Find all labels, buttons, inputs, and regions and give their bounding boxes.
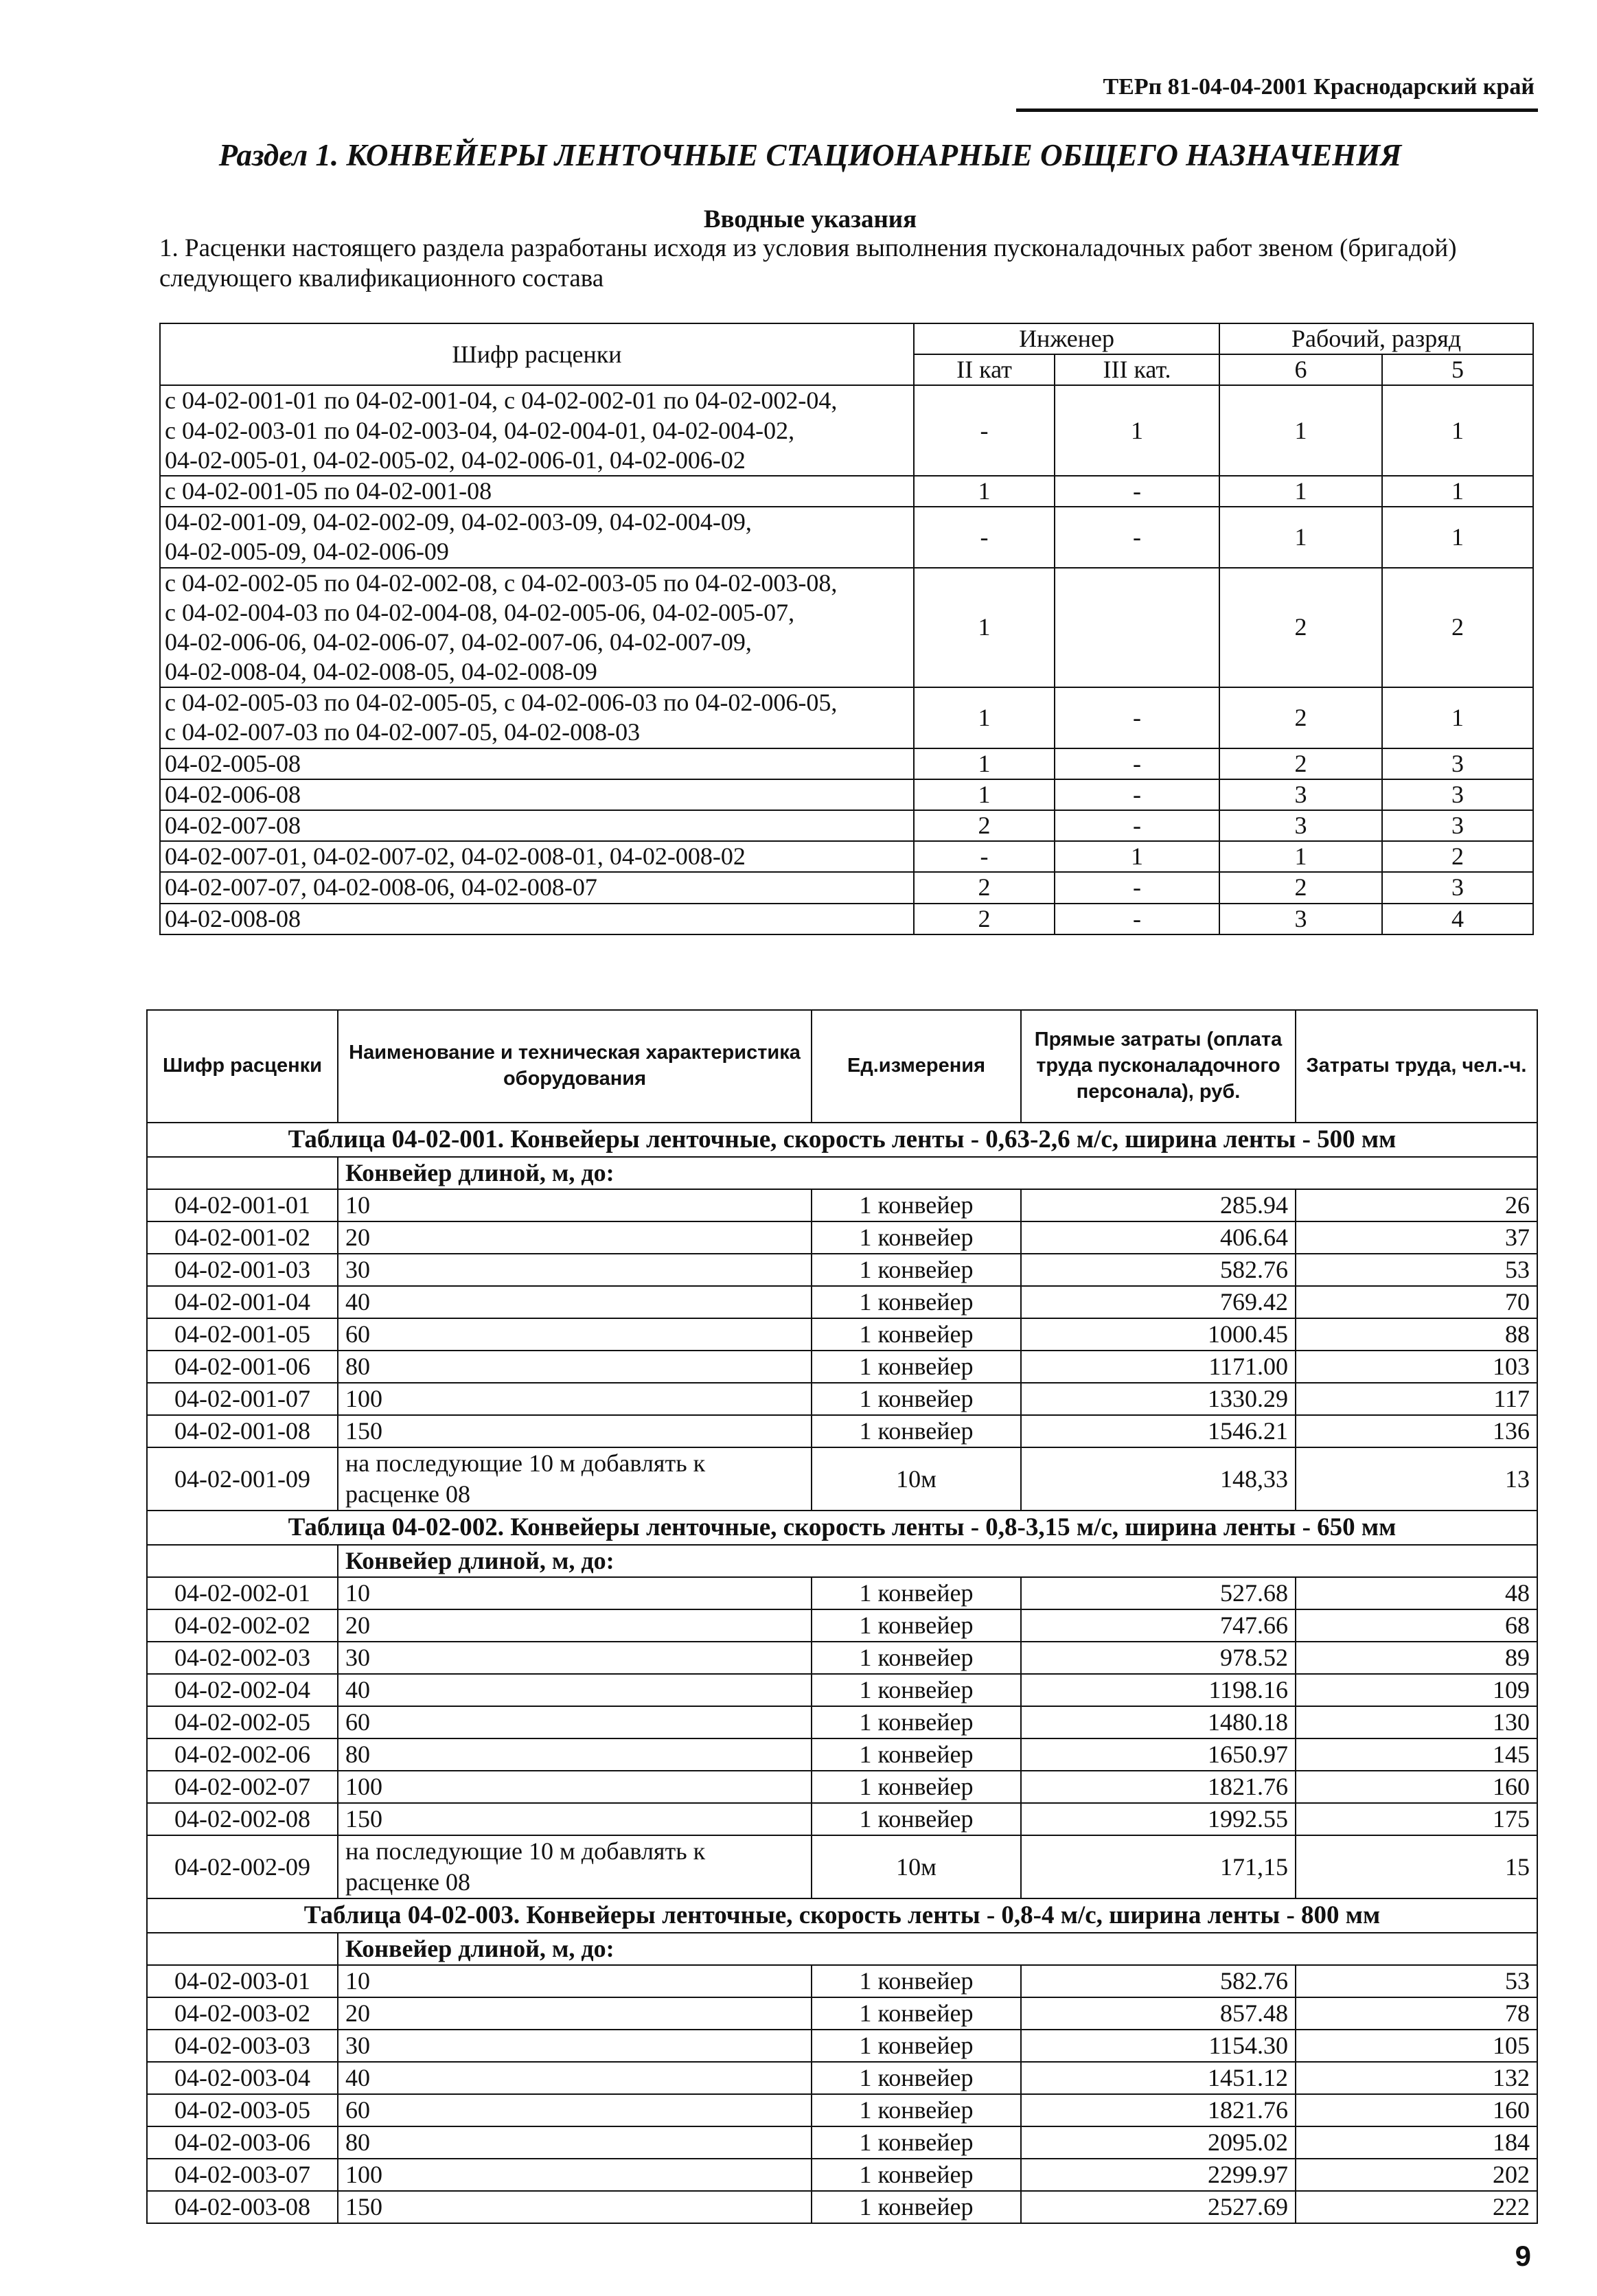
subheader-label: Конвейер длиной, м, до: — [338, 1157, 1537, 1189]
subheader-spacer — [147, 1545, 338, 1577]
rates-header-name: Наименование и техническая характеристика оборудования — [338, 1010, 812, 1123]
rate-direct-cost: 1480.18 — [1021, 1706, 1296, 1738]
rate-direct-cost: 1171.00 — [1021, 1351, 1296, 1383]
crew-cat3-count: - — [1055, 748, 1219, 779]
crew-grade5-count: 3 — [1382, 872, 1533, 903]
rate-code: 04-02-002-01 — [147, 1577, 338, 1609]
rate-unit: 1 конвейер — [812, 2191, 1021, 2223]
rate-description: 100 — [338, 1383, 812, 1415]
crew-cat2-count: 1 — [914, 748, 1055, 779]
table-row — [147, 2030, 1537, 2062]
crew-code-line: с 04-02-001-01 по 04-02-001-04, с 04-02-002-01 по 04-02-002-04, — [165, 387, 838, 415]
rate-description: 10 — [338, 1965, 812, 1997]
crew-row — [160, 748, 1533, 779]
rate-description: на последующие 10 м добавлять к расценке 08 — [338, 1835, 812, 1898]
rate-labor: 88 — [1296, 1318, 1537, 1351]
crew-code-line: 04-02-001-09, 04-02-002-09, 04-02-003-09, 04-02-004-09, — [165, 508, 752, 536]
rate-code: 04-02-003-05 — [147, 2094, 338, 2126]
rate-description: 30 — [338, 2030, 812, 2062]
rate-code: 04-02-001-04 — [147, 1286, 338, 1318]
crew-code-line: с 04-02-005-03 по 04-02-005-05, с 04-02-006-03 по 04-02-006-05, — [165, 689, 838, 717]
rate-direct-cost: 527.68 — [1021, 1577, 1296, 1609]
crew-cat3-count: 1 — [1055, 385, 1219, 476]
rates-header-code: Шифр расценки — [147, 1010, 338, 1123]
crew-grade5-count: 1 — [1382, 476, 1533, 507]
crew-row-codes — [160, 507, 914, 567]
table-row — [147, 1577, 1537, 1609]
rate-description: 60 — [338, 2094, 812, 2126]
crew-grade5-count: 1 — [1382, 385, 1533, 476]
rate-direct-cost: 148,33 — [1021, 1447, 1296, 1511]
rates-header-unit: Ед.измерения — [812, 1010, 1021, 1123]
rate-code: 04-02-002-07 — [147, 1771, 338, 1803]
crew-table-body — [160, 385, 1533, 934]
rate-labor: 202 — [1296, 2159, 1537, 2191]
crew-grade6-count: 3 — [1219, 904, 1382, 934]
table-row — [147, 1706, 1537, 1738]
crew-row — [160, 687, 1533, 748]
rate-labor: 13 — [1296, 1447, 1537, 1511]
crew-code-line: с 04-02-001-05 по 04-02-001-08 — [165, 477, 492, 505]
crew-row-codes — [160, 476, 914, 507]
rate-direct-cost: 2095.02 — [1021, 2126, 1296, 2159]
table-row — [147, 1835, 1537, 1898]
crew-cat2-count: 2 — [914, 904, 1055, 934]
rate-code: 04-02-002-09 — [147, 1835, 338, 1898]
rate-direct-cost: 582.76 — [1021, 1965, 1296, 1997]
crew-code-line: 04-02-005-09, 04-02-006-09 — [165, 538, 449, 566]
rate-description: 100 — [338, 1771, 812, 1803]
crew-code-line: 04-02-007-01, 04-02-007-02, 04-02-008-01, 04-02-008-02 — [165, 842, 746, 871]
rate-direct-cost: 2299.97 — [1021, 2159, 1296, 2191]
intro-paragraph: 1. Расценки настоящего раздела разработаны исходя из условия выполнения пусконаладочных работ звеном (бригадой) следующего квалификационного состава — [159, 234, 1457, 292]
crew-code-line: 04-02-007-07, 04-02-008-06, 04-02-008-07 — [165, 873, 597, 902]
crew-code-line: 04-02-006-06, 04-02-006-07, 04-02-007-06, 04-02-007-09, — [165, 628, 752, 656]
crew-cat3-count: - — [1055, 810, 1219, 841]
rate-labor: 78 — [1296, 1997, 1537, 2030]
table-row — [147, 1189, 1537, 1221]
crew-cat3-count — [1055, 568, 1219, 688]
rate-direct-cost: 406.64 — [1021, 1221, 1296, 1254]
rate-direct-cost: 1546.21 — [1021, 1415, 1296, 1447]
crew-row-codes — [160, 779, 914, 810]
rate-description: 150 — [338, 1415, 812, 1447]
rate-unit: 1 конвейер — [812, 2030, 1021, 2062]
crew-row-codes — [160, 841, 914, 872]
crew-row — [160, 904, 1533, 934]
rate-description: 60 — [338, 1706, 812, 1738]
crew-grade6-count: 1 — [1219, 507, 1382, 567]
rate-direct-cost: 769.42 — [1021, 1286, 1296, 1318]
rate-labor: 68 — [1296, 1609, 1537, 1642]
rate-code: 04-02-001-09 — [147, 1447, 338, 1511]
table-caption-row — [147, 1898, 1537, 1933]
rate-direct-cost: 857.48 — [1021, 1997, 1296, 2030]
rate-labor: 145 — [1296, 1738, 1537, 1771]
rate-labor: 48 — [1296, 1577, 1537, 1609]
running-header: ТЕРп 81-04-04-2001 Краснодарский край — [1103, 74, 1535, 100]
rate-description: 10 — [338, 1189, 812, 1221]
rate-code: 04-02-001-05 — [147, 1318, 338, 1351]
rate-direct-cost: 1451.12 — [1021, 2062, 1296, 2094]
crew-grade5-count: 1 — [1382, 507, 1533, 567]
crew-cat3-count: - — [1055, 507, 1219, 567]
rate-code: 04-02-002-06 — [147, 1738, 338, 1771]
rate-code: 04-02-002-04 — [147, 1674, 338, 1706]
rate-direct-cost: 171,15 — [1021, 1835, 1296, 1898]
crew-cat2-count: 1 — [914, 568, 1055, 688]
crew-cat3-count: 1 — [1055, 841, 1219, 872]
rate-description: 40 — [338, 1674, 812, 1706]
crew-code-line: с 04-02-007-03 по 04-02-007-05, 04-02-008-03 — [165, 718, 641, 746]
rate-unit: 1 конвейер — [812, 1254, 1021, 1286]
crew-row — [160, 872, 1533, 903]
subheader-spacer — [147, 1157, 338, 1189]
crew-code-line: 04-02-005-08 — [165, 749, 301, 777]
crew-grade5-count: 1 — [1382, 687, 1533, 748]
rates-table-body — [147, 1123, 1537, 2223]
rate-direct-cost: 747.66 — [1021, 1609, 1296, 1642]
crew-header-cat2: II кат — [914, 354, 1055, 385]
crew-cat2-count: - — [914, 841, 1055, 872]
rate-description: 20 — [338, 1609, 812, 1642]
rate-unit: 1 конвейер — [812, 1221, 1021, 1254]
crew-cat2-count: 1 — [914, 779, 1055, 810]
rate-description: 30 — [338, 1254, 812, 1286]
table-row — [147, 1447, 1537, 1511]
table-caption-row — [147, 1123, 1537, 1157]
rate-direct-cost: 1821.76 — [1021, 2094, 1296, 2126]
rate-direct-cost: 582.76 — [1021, 1254, 1296, 1286]
table-row — [147, 2062, 1537, 2094]
crew-grade6-count: 1 — [1219, 385, 1382, 476]
section-title: Раздел 1. КОНВЕЙЕРЫ ЛЕНТОЧНЫЕ СТАЦИОНАРНЫЕ ОБЩЕГО НАЗНАЧЕНИЯ — [218, 138, 1402, 172]
crew-code-line: 04-02-008-08 — [165, 904, 301, 932]
subheader-row — [147, 1157, 1537, 1189]
rate-labor: 109 — [1296, 1674, 1537, 1706]
rate-code: 04-02-001-06 — [147, 1351, 338, 1383]
rate-code: 04-02-003-07 — [147, 2159, 338, 2191]
rate-unit: 1 конвейер — [812, 1609, 1021, 1642]
rate-direct-cost: 1992.55 — [1021, 1803, 1296, 1835]
crew-code-line: 04-02-005-01, 04-02-005-02, 04-02-006-01, 04-02-006-02 — [165, 446, 746, 474]
crew-row — [160, 385, 1533, 476]
rate-labor: 222 — [1296, 2191, 1537, 2223]
crew-grade6-count: 2 — [1219, 748, 1382, 779]
crew-grade6-count: 2 — [1219, 568, 1382, 688]
subheader-row — [147, 1933, 1537, 1965]
crew-grade6-count: 3 — [1219, 810, 1382, 841]
rate-unit: 1 конвейер — [812, 2094, 1021, 2126]
rate-code: 04-02-001-03 — [147, 1254, 338, 1286]
table-row — [147, 1803, 1537, 1835]
header-rule — [1016, 108, 1538, 112]
rate-code: 04-02-002-02 — [147, 1609, 338, 1642]
rate-code: 04-02-001-01 — [147, 1189, 338, 1221]
rate-description: 20 — [338, 1997, 812, 2030]
crew-code-line: с 04-02-002-05 по 04-02-002-08, с 04-02-003-05 по 04-02-003-08, — [165, 569, 838, 597]
rate-unit: 1 конвейер — [812, 1965, 1021, 1997]
crew-grade5-count: 3 — [1382, 748, 1533, 779]
crew-code-line: 04-02-006-08 — [165, 780, 301, 808]
rate-unit: 1 конвейер — [812, 2062, 1021, 2094]
rate-labor: 184 — [1296, 2126, 1537, 2159]
crew-cat3-count: - — [1055, 779, 1219, 810]
rate-description: 80 — [338, 2126, 812, 2159]
crew-row-codes — [160, 385, 914, 476]
crew-row — [160, 779, 1533, 810]
rate-labor: 132 — [1296, 2062, 1537, 2094]
crew-row — [160, 507, 1533, 567]
rate-description: 100 — [338, 2159, 812, 2191]
rate-unit: 1 конвейер — [812, 1189, 1021, 1221]
table-row — [147, 1997, 1537, 2030]
rate-unit: 10м — [812, 1447, 1021, 1511]
crew-row-codes — [160, 687, 914, 748]
rate-labor: 89 — [1296, 1642, 1537, 1674]
rate-unit: 1 конвейер — [812, 1803, 1021, 1835]
rate-direct-cost: 1330.29 — [1021, 1383, 1296, 1415]
table-row — [147, 1286, 1537, 1318]
rate-unit: 1 конвейер — [812, 1771, 1021, 1803]
page-number: 9 — [1515, 2240, 1531, 2272]
rate-unit: 1 конвейер — [812, 1577, 1021, 1609]
rate-code: 04-02-002-08 — [147, 1803, 338, 1835]
rate-direct-cost: 1650.97 — [1021, 1738, 1296, 1771]
rate-direct-cost: 1198.16 — [1021, 1674, 1296, 1706]
crew-code-line: 04-02-007-08 — [165, 812, 301, 839]
crew-header-grade6: 6 — [1219, 354, 1382, 385]
rate-description: 150 — [338, 1803, 812, 1835]
crew-header-grade5: 5 — [1382, 354, 1533, 385]
crew-cat3-count: - — [1055, 476, 1219, 507]
table-caption-row — [147, 1511, 1537, 1545]
rate-labor: 105 — [1296, 2030, 1537, 2062]
rate-unit: 1 конвейер — [812, 1286, 1021, 1318]
rate-unit: 1 конвейер — [812, 1351, 1021, 1383]
table-row — [147, 1738, 1537, 1771]
table-row — [147, 2126, 1537, 2159]
table-caption: Таблица 04-02-001. Конвейеры ленточные, скорость ленты - 0,63-2,6 м/с, ширина ленты - 500 мм — [147, 1123, 1537, 1157]
rate-code: 04-02-001-02 — [147, 1221, 338, 1254]
rate-description: 60 — [338, 1318, 812, 1351]
crew-header-cat3: III кат. — [1055, 354, 1219, 385]
rate-code: 04-02-002-05 — [147, 1706, 338, 1738]
crew-grade5-count: 2 — [1382, 568, 1533, 688]
table-row — [147, 1642, 1537, 1674]
rate-description: 80 — [338, 1351, 812, 1383]
rate-labor: 117 — [1296, 1383, 1537, 1415]
rate-unit: 1 конвейер — [812, 1706, 1021, 1738]
rate-direct-cost: 285.94 — [1021, 1189, 1296, 1221]
crew-cat2-count: - — [914, 385, 1055, 476]
table-row — [147, 1383, 1537, 1415]
rate-labor: 103 — [1296, 1351, 1537, 1383]
rate-code: 04-02-001-07 — [147, 1383, 338, 1415]
rate-labor: 175 — [1296, 1803, 1537, 1835]
rate-unit: 10м — [812, 1835, 1021, 1898]
crew-row-codes — [160, 810, 914, 841]
rate-description: 80 — [338, 1738, 812, 1771]
intro-heading: Вводные указания — [703, 205, 917, 233]
crew-cat3-count: - — [1055, 872, 1219, 903]
crew-cat2-count: 2 — [914, 872, 1055, 903]
rate-direct-cost: 1000.45 — [1021, 1318, 1296, 1351]
crew-grade5-count: 3 — [1382, 779, 1533, 810]
rate-unit: 1 конвейер — [812, 2126, 1021, 2159]
crew-row-codes — [160, 904, 914, 934]
crew-header-worker: Рабочий, разряд — [1219, 323, 1533, 354]
table-caption: Таблица 04-02-002. Конвейеры ленточные, скорость ленты - 0,8-3,15 м/с, ширина ленты - 650 мм — [147, 1511, 1537, 1545]
rate-labor: 136 — [1296, 1415, 1537, 1447]
table-row — [147, 2191, 1537, 2223]
rate-unit: 1 конвейер — [812, 2159, 1021, 2191]
crew-row-codes — [160, 568, 914, 688]
table-row — [147, 1771, 1537, 1803]
rate-labor: 53 — [1296, 1254, 1537, 1286]
table-row — [147, 2159, 1537, 2191]
rate-unit: 1 конвейер — [812, 1415, 1021, 1447]
rate-description: на последующие 10 м добавлять к расценке 08 — [338, 1447, 812, 1511]
crew-code-line: с 04-02-004-03 по 04-02-004-08, 04-02-005-06, 04-02-005-07, — [165, 598, 795, 626]
rate-description: 10 — [338, 1577, 812, 1609]
rate-code: 04-02-003-03 — [147, 2030, 338, 2062]
rate-labor: 130 — [1296, 1706, 1537, 1738]
subheader-spacer — [147, 1933, 338, 1965]
rate-description: 40 — [338, 1286, 812, 1318]
rate-labor: 37 — [1296, 1221, 1537, 1254]
crew-cat3-count: - — [1055, 904, 1219, 934]
rate-labor: 15 — [1296, 1835, 1537, 1898]
rate-code: 04-02-002-03 — [147, 1642, 338, 1674]
rate-code: 04-02-003-04 — [147, 2062, 338, 2094]
crew-grade6-count: 1 — [1219, 476, 1382, 507]
table-row — [147, 1415, 1537, 1447]
rate-code: 04-02-003-06 — [147, 2126, 338, 2159]
rate-unit: 1 конвейер — [812, 1674, 1021, 1706]
table-row — [147, 1221, 1537, 1254]
crew-row-codes — [160, 872, 914, 903]
rate-labor: 160 — [1296, 2094, 1537, 2126]
crew-grade6-count: 2 — [1219, 687, 1382, 748]
table-row — [147, 1609, 1537, 1642]
crew-cat3-count: - — [1055, 687, 1219, 748]
rate-code: 04-02-003-08 — [147, 2191, 338, 2223]
rate-direct-cost: 1821.76 — [1021, 1771, 1296, 1803]
crew-header-code: Шифр расценки — [160, 323, 914, 385]
rate-labor: 26 — [1296, 1189, 1537, 1221]
crew-grade6-count: 1 — [1219, 841, 1382, 872]
crew-composition-table — [159, 323, 1534, 935]
subheader-row — [147, 1545, 1537, 1577]
table-caption: Таблица 04-02-003. Конвейеры ленточные, скорость ленты - 0,8-4 м/с, ширина ленты - 800 мм — [147, 1898, 1537, 1933]
rate-labor: 53 — [1296, 1965, 1537, 1997]
crew-grade5-count: 2 — [1382, 841, 1533, 872]
rate-description: 30 — [338, 1642, 812, 1674]
crew-cat2-count: 1 — [914, 476, 1055, 507]
subheader-label: Конвейер длиной, м, до: — [338, 1545, 1537, 1577]
table-row — [147, 1965, 1537, 1997]
crew-grade6-count: 3 — [1219, 779, 1382, 810]
crew-row — [160, 568, 1533, 688]
rate-unit: 1 конвейер — [812, 1318, 1021, 1351]
rate-description: 40 — [338, 2062, 812, 2094]
crew-grade5-count: 4 — [1382, 904, 1533, 934]
crew-cat2-count: 2 — [914, 810, 1055, 841]
rate-direct-cost: 2527.69 — [1021, 2191, 1296, 2223]
table-row — [147, 1318, 1537, 1351]
table-row — [147, 1674, 1537, 1706]
table-row — [147, 1254, 1537, 1286]
rate-code: 04-02-001-08 — [147, 1415, 338, 1447]
rate-code: 04-02-003-01 — [147, 1965, 338, 1997]
crew-header-engineer: Инженер — [914, 323, 1219, 354]
table-row — [147, 1351, 1537, 1383]
rate-description: 20 — [338, 1221, 812, 1254]
crew-code-line: 04-02-008-04, 04-02-008-05, 04-02-008-09 — [165, 658, 597, 686]
rate-code: 04-02-003-02 — [147, 1997, 338, 2030]
rate-unit: 1 конвейер — [812, 1738, 1021, 1771]
crew-row — [160, 476, 1533, 507]
subheader-label: Конвейер длиной, м, до: — [338, 1933, 1537, 1965]
rate-direct-cost: 1154.30 — [1021, 2030, 1296, 2062]
rate-unit: 1 конвейер — [812, 1997, 1021, 2030]
rate-description: 150 — [338, 2191, 812, 2223]
rate-unit: 1 конвейер — [812, 1383, 1021, 1415]
table-row — [147, 2094, 1537, 2126]
crew-row — [160, 841, 1533, 872]
crew-code-line: с 04-02-003-01 по 04-02-003-04, 04-02-004-01, 04-02-004-02, — [165, 416, 795, 444]
rates-header-cost: Прямые затраты (оплата труда пусконаладочного персонала), руб. — [1021, 1010, 1296, 1123]
crew-cat2-count: - — [914, 507, 1055, 567]
rate-labor: 160 — [1296, 1771, 1537, 1803]
crew-cat2-count: 1 — [914, 687, 1055, 748]
crew-row-codes — [160, 748, 914, 779]
rates-table — [146, 1009, 1538, 2224]
rate-labor: 70 — [1296, 1286, 1537, 1318]
crew-grade5-count: 3 — [1382, 810, 1533, 841]
rate-unit: 1 конвейер — [812, 1642, 1021, 1674]
crew-grade6-count: 2 — [1219, 872, 1382, 903]
rates-header-labor: Затраты труда, чел.-ч. — [1296, 1010, 1537, 1123]
rate-direct-cost: 978.52 — [1021, 1642, 1296, 1674]
crew-row — [160, 810, 1533, 841]
